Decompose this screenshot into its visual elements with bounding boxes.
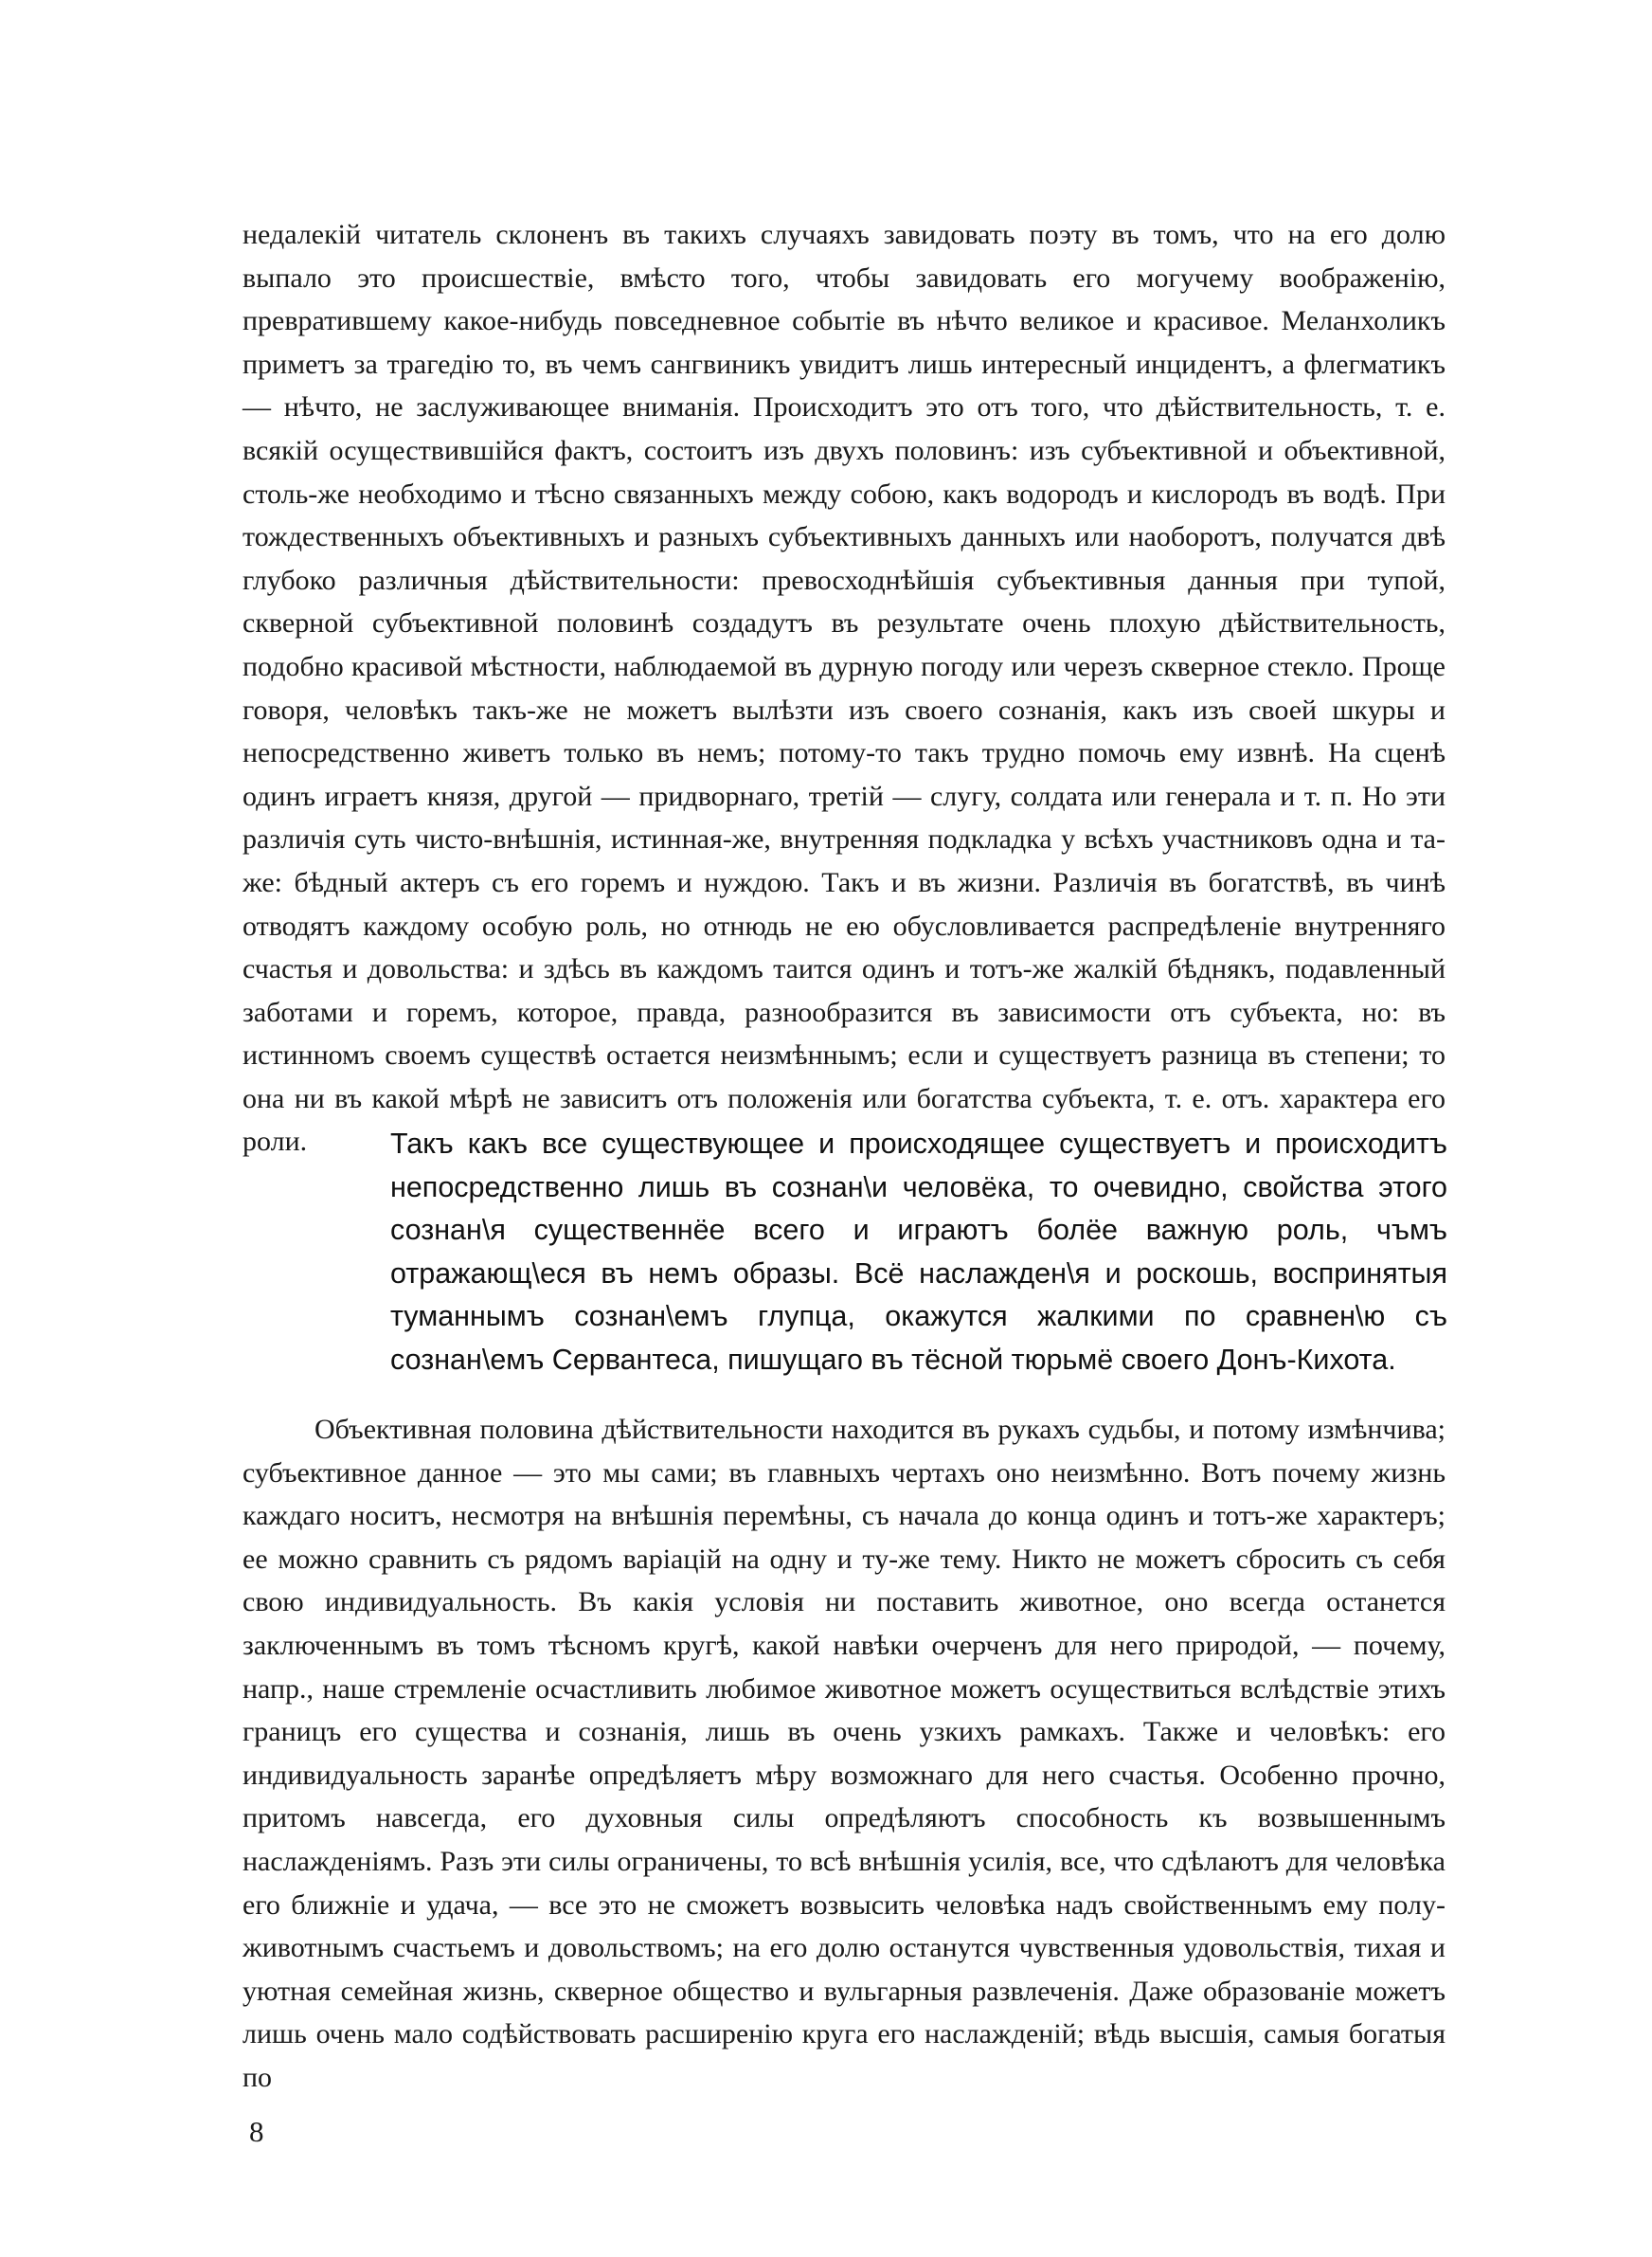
block-quote: Такъ какъ все существующее и происходящее существуетъ и происходитъ непосредственно лишь въ сознан\и человёка, то очевидно, свойства этого сознан\я существеннёе всего и играютъ болёе важную роль, чъмъ отражающ\еся въ немъ образы. Всё наслажден\я и роскошь, воспринятыя туманнымъ сознан\емъ глупца, окажутся жалкими по сравнен\ю съ сознан\емъ Сервантеса, пишущаго въ тёсной тюрьмё своего Донъ-Кихота. xyxy=(390,1128,1447,1376)
paragraph-2: Объективная половина дѣйствительности находится въ рукахъ судьбы, и потому измѣнчива; субъективное данное — это мы сами; въ главныхъ чертахъ оно неизмѣнно. Вотъ почему жизнь каждаго носитъ, несмотря на внѣшнія перемѣны, съ начала до конца одинъ и тотъ-же характеръ; ее можно сравнить съ рядомъ варіацій на одну и ту-же тему. Никто не можетъ сбросить съ себя свою индивидуальность. Въ какія условія ни поставить животное, оно всегда останется заключеннымъ въ томъ тѣсномъ кругѣ, какой навѣки очерченъ для него природой, — почему, напр., наше стремленіе осчастливить любимое животное можетъ осуществиться вслѣдствіе этихъ границъ его существа и сознанія, лишь въ очень узкихъ рамкахъ. Также и человѣкъ: его индивидуальность заранѣе опредѣляетъ мѣру возможнаго для него счастья. Особенно прочно, притомъ навсегда, его духовныя силы опредѣляютъ способность къ возвышеннымъ наслажденіямъ. Разъ эти силы ограничены, то всѣ внѣшнія усилія, все, что сдѣлаютъ для человѣка его ближніе и удача, — все это не сможетъ возвысить человѣка надъ свойственнымъ ему полу-животнымъ счастьемъ и довольствомъ; на его долю останутся чувственныя удовольствія, тихая и уютная семейная жизнь, скверное общество и вульгарныя развлеченія. Даже образованіе можетъ лишь очень мало содѣйствовать расширенію круга его наслажденій; вѣдь высшія, самыя богатыя по xyxy=(242,1414,1446,2093)
paragraph-1: недалекій читатель склоненъ въ такихъ случаяхъ завидовать поэту въ томъ, что на его долю выпало это происшествіе, вмѣсто того, чтобы завидовать его могучему воображенію, превратившему какое-нибудь повседневное событіе въ нѣчто великое и красивое. Меланхоликъ приметъ за трагедію то, въ чемъ сангвиникъ увидитъ лишь интересный инцидентъ, а флегматикъ — нѣчто, не заслуживающее вниманія. Происходитъ это отъ того, что дѣйствительность, т. е. всякій осуществившійся фактъ, состоитъ изъ двухъ половинъ: изъ субъективной и объективной, столь-же необходимо и тѣсно связанныхъ между собою, какъ водородъ и кислородъ въ водѣ. При тождественныхъ объективныхъ и разныхъ субъективныхъ данныхъ или наоборотъ, получатся двѣ глубоко различныя дѣйствительности: превосходнѣйшія субъективныя данныя при тупой, скверной субъективной половинѣ создадутъ въ результате очень плохую дѣйствительность, подобно красивой мѣстности, наблюдаемой въ дурную погоду или черезъ скверное стекло. Проще говоря, человѣкъ такъ-же не можетъ вылѣзти изъ своего сознанія, какъ изъ своей шкуры и непосредственно живетъ только въ немъ; потому-то такъ трудно помочь ему извнѣ. На сценѣ одинъ играетъ князя, другой — придворнаго, третій — слугу, солдата или генерала и т. п. Но эти различія суть чисто-внѣшнія, истинная-же, внутренняя подкладка у всѣхъ участниковъ одна и та-же: бѣдный актеръ съ его горемъ и нуждою. Такъ и въ жизни. Различія въ богатствѣ, въ чинѣ отводятъ каждому особую роль, но отнюдь не ею обусловливается распредѣленіе внутренняго счастья и довольства: и здѣсь въ каждомъ таится одинъ и тотъ-же жалкій бѣднякъ, подавленный заботами и горемъ, которое, правда, разнообразится въ зависимости отъ субъекта, но: въ истинномъ своемъ существѣ остается неизмѣннымъ; если и существуетъ разница въ степени; то она ни въ какой мѣрѣ не зависитъ отъ положенія или богатства субъекта, т. е. отъ. характера его роли. xyxy=(242,219,1446,1158)
page-number: 8 xyxy=(249,2115,264,2148)
